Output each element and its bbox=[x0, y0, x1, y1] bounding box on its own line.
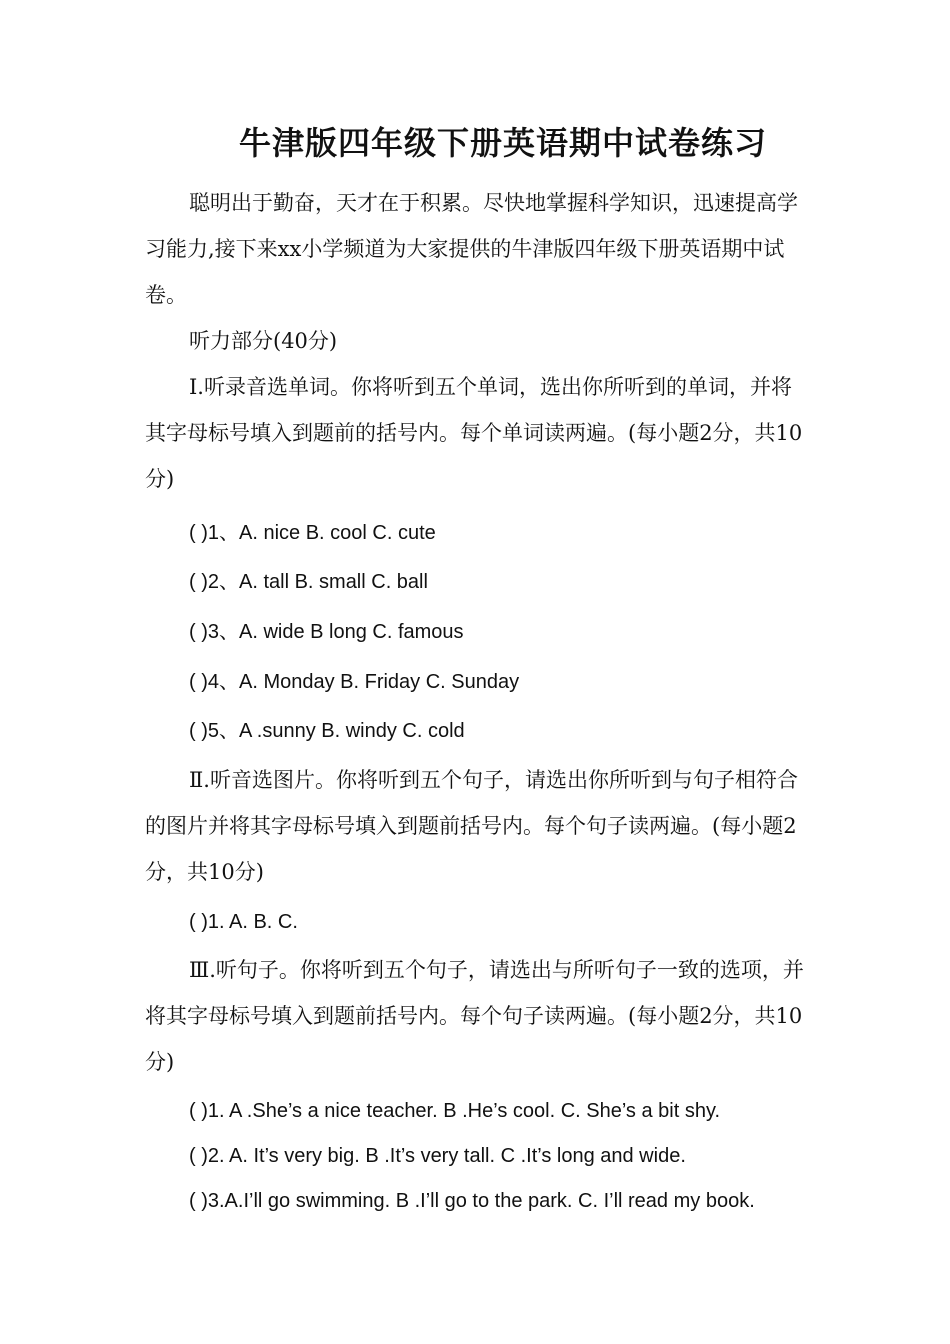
section1-instruction: I.听录音选单词。你将听到五个单词，选出你所听到的单词，并将其字母标号填入到题前的括号内。每个单词读两遍。(每小题2分，共10分) bbox=[145, 375, 803, 491]
section1-item-1: ( )1、A. nice B. cool C. cute bbox=[189, 522, 436, 544]
section1-item-2: ( )2、A. tall B. small C. ball bbox=[189, 571, 428, 593]
section3-instruction: Ⅲ.听句子。你将听到五个句子，请选出与所听句子一致的选项，并将其字母标号填入到题前括号内。每个句子读两遍。(每小题2分，共10分) bbox=[145, 958, 804, 1074]
section3-item-1: ( )1. A .She’s a nice teacher. B .He’s cool. C. She’s a bit shy. bbox=[189, 1100, 721, 1122]
intro-paragraph: 聪明出于勤奋，天才在于积累。尽快地掌握科学知识，迅速提高学习能力,接下来xx小学频道为大家提供的牛津版四年级下册英语期中试卷。 bbox=[145, 191, 798, 307]
section1-item-4: ( )4、A. Monday B. Friday C. Sunday bbox=[189, 671, 520, 693]
section3-item-3: ( )3.A.I’ll go swimming. B .I’ll go to the park. C. I’ll read my book. bbox=[189, 1190, 755, 1212]
document-title: 牛津版四年级下册英语期中试卷练习 bbox=[238, 124, 767, 162]
section2-item-1: ( )1. A. B. C. bbox=[189, 911, 298, 933]
section1-item-5: ( )5、A .sunny B. windy C. cold bbox=[189, 720, 465, 742]
listening-header: 听力部分(40分) bbox=[189, 329, 338, 353]
section2-instruction: Ⅱ.听音选图片。你将听到五个句子，请选出你所听到与句子相符合的图片并将其字母标号填入到题前括号内。每个句子读两遍。(每小题2分，共10分) bbox=[145, 768, 798, 884]
section3-item-2: ( )2. A. It’s very big. B .It’s very tall. C .It’s long and wide. bbox=[189, 1145, 686, 1167]
section1-item-3: ( )3、A. wide B long C. famous bbox=[189, 621, 464, 643]
